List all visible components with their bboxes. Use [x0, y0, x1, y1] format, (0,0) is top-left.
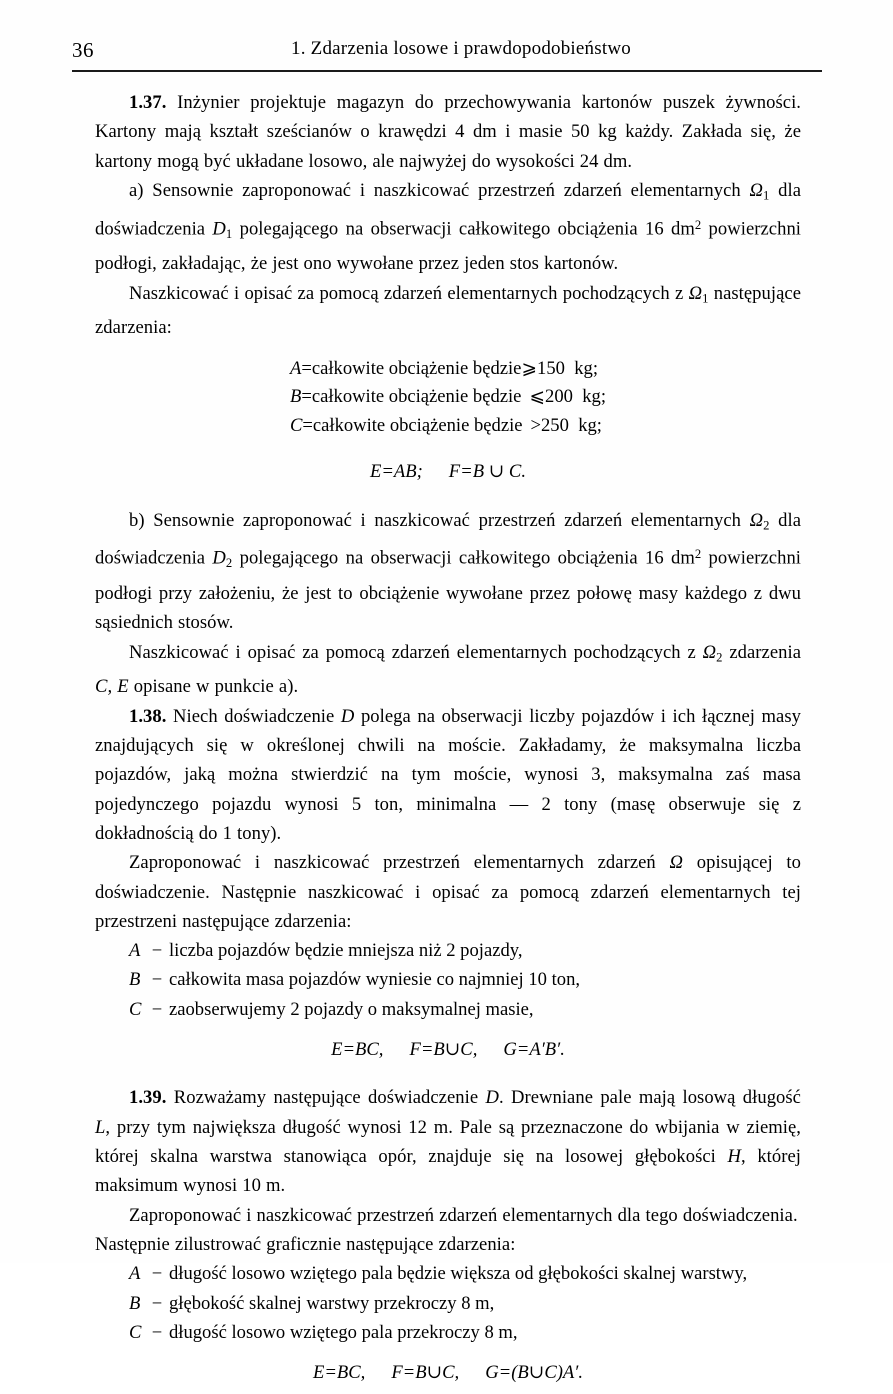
square-exponent: 2: [694, 547, 702, 562]
omega-symbol: Ω: [749, 509, 764, 531]
greater-than-icon: >: [530, 414, 541, 436]
dash-separator: −: [151, 940, 163, 962]
event-label-B: B: [290, 386, 302, 408]
event-description: głębokość skalnej warstwy przekroczy 8 m,: [169, 1292, 495, 1314]
header-divider: [72, 70, 822, 72]
equals-sign: =: [301, 357, 312, 379]
text-run: , której maksimum wynosi 10 m.: [95, 1146, 801, 1197]
event-description: długość losowo wziętego pala będzie większa od głębokości skalnej warstwy,: [169, 1263, 748, 1285]
dash-separator: −: [151, 1321, 163, 1343]
text-run: b) Sensownie zaproponować i naszkicować przestrzeń zdarzeń elementarnych: [129, 509, 750, 531]
experiment-subscript: 2: [225, 556, 233, 571]
event-label: A: [129, 1263, 141, 1285]
greater-equal-icon: ⩾: [521, 357, 538, 379]
formula-139-E: E=BC,: [312, 1362, 366, 1384]
exercise-137-number: 1.37.: [129, 92, 167, 113]
text-run: Naszkicować i opisać za pomocą zdarzeń elementarnych pochodzących z: [129, 282, 689, 304]
exercise-137-part-a-line2: [95, 279, 801, 343]
event-refs: C, E: [95, 676, 129, 698]
less-equal-icon: ⩽: [529, 386, 546, 408]
event-C-text: całkowite obciążenie będzie: [312, 414, 523, 436]
omega-subscript: 2: [716, 650, 723, 665]
formula-137: [95, 458, 801, 487]
omega-symbol: Ω: [702, 641, 717, 663]
omega-subscript: 1: [763, 188, 770, 203]
list-item: [95, 995, 801, 1024]
formula-137-F: F=B ∪ C.: [448, 461, 526, 483]
exercise-139-event-list: [95, 1259, 801, 1347]
event-A-value: 150 kg;: [537, 357, 598, 379]
event-label-C: C: [290, 414, 303, 436]
event-label: A: [129, 940, 141, 962]
formula-138: [95, 1036, 801, 1065]
depth-symbol: H: [727, 1146, 741, 1168]
text-run: a) Sensownie zaproponować i naszkicować przestrzeń zdarzeń elementarnych: [129, 179, 750, 201]
event-label: B: [129, 1292, 141, 1314]
event-label: B: [129, 969, 141, 991]
experiment-symbol: D: [340, 705, 355, 727]
list-item: [95, 1289, 801, 1318]
list-item: [95, 936, 801, 965]
event-definition-B: [290, 383, 606, 412]
formula-139: [95, 1359, 801, 1388]
event-definition-C: [290, 412, 606, 441]
text-run: opisującej to doświadczenie. Następnie naszkicować i opisać za pomocą zdarzeń elementarnych tej przestrzeni następujące zdarzenia:: [95, 852, 801, 932]
event-B-value: 200 kg;: [545, 386, 606, 408]
omega-symbol: Ω: [749, 179, 763, 201]
event-description: długość losowo wziętego pala przekroczy 8 m,: [169, 1321, 518, 1343]
event-definition-A: [290, 355, 606, 384]
experiment-subscript: 1: [225, 226, 233, 241]
list-item: [95, 1318, 801, 1347]
experiment-symbol: D: [212, 218, 226, 240]
text-run: powierzchni podłogi, zakładając, że jest ono wywołane przez jeden stos kartonów.: [95, 218, 802, 275]
event-A-text: całkowite obciążenie będzie: [311, 357, 522, 379]
dash-separator: −: [151, 969, 163, 991]
omega-symbol: Ω: [688, 282, 703, 304]
exercise-139-number: 1.39.: [129, 1087, 167, 1109]
running-head: [72, 38, 820, 68]
event-B-text: całkowite obciążenie będzie: [311, 386, 522, 408]
length-symbol: L: [95, 1116, 106, 1138]
page-content: [95, 88, 801, 1394]
exercise-139-body-line1: Zaproponować i naszkicować przestrzeń zdarzeń elementarnych dla tego doświadczenia.: [129, 1204, 798, 1226]
text-run: dla doświadczenia: [95, 509, 802, 570]
exercise-137-intro: [95, 88, 801, 176]
event-label: C: [129, 1321, 142, 1343]
exercise-138-intro: [95, 702, 801, 848]
text-run: Rozważamy następujące doświadczenie: [173, 1087, 486, 1109]
formula-138-G: G=A′B′.: [503, 1038, 565, 1060]
square-exponent: 2: [694, 217, 702, 232]
list-item: [95, 1259, 801, 1288]
chapter-title: 1. Zdarzenia losowe i prawdopodobieństwo: [291, 38, 631, 59]
omega-symbol: Ω: [669, 852, 684, 874]
formula-137-E: E=AB;: [369, 461, 423, 483]
page-number: 36: [72, 38, 94, 62]
text-run: opisane w punkcie a).: [128, 676, 299, 698]
text-run: polegającego na obserwacji całkowitego obciążenia 16 dm: [232, 548, 695, 570]
exercise-137-part-a-line1: [95, 176, 801, 279]
exercise-139-intro: [95, 1083, 801, 1200]
text-run: Zaproponować i naszkicować przestrzeń elementarnych zdarzeń: [129, 852, 670, 874]
text-run: następujące zdarzenia:: [95, 282, 802, 339]
event-C-value: 250 kg;: [541, 414, 602, 436]
dash-separator: −: [151, 1292, 163, 1314]
exercise-137-part-b-line2: [95, 638, 801, 702]
exercise-138-body: [95, 848, 801, 936]
equals-sign: =: [301, 386, 312, 408]
dash-separator: −: [151, 1263, 163, 1285]
exercise-137-part-b-line1: [95, 506, 801, 638]
event-definitions-137: [95, 355, 801, 441]
experiment-symbol: D: [485, 1087, 499, 1109]
text-run: polegającego na obserwacji całkowitego obciążenia 16 dm: [232, 218, 695, 240]
formula-138-E: E=BC,: [331, 1038, 384, 1060]
exercise-139-body-line2: Następnie zilustrować graficznie następujące zdarzenia:: [95, 1233, 516, 1255]
experiment-symbol: D: [212, 548, 226, 570]
omega-subscript: 1: [702, 291, 709, 306]
exercise-138-event-list: [95, 936, 801, 1024]
exercise-138-number: 1.38.: [129, 705, 167, 727]
list-item: [95, 965, 801, 994]
text-run: dla doświadczenia: [95, 179, 801, 240]
text-run: powierzchni podłogi przy założeniu, że jest to obciążenie wywołane przez połowę masy każdego z dwu sąsiednich stosów.: [95, 548, 802, 634]
text-run: , przy tym największa długość wynosi 12 m. Pale są przeznaczone do wbijania w ziemię, której skalna warstwa stanowiąca opór, znajduje się na losowej głębokości: [95, 1116, 801, 1168]
text-run: Naszkicować i opisać za pomocą zdarzeń elementarnych pochodzących z: [129, 641, 703, 663]
exercise-137-intro-text: Inżynier projektuje magazyn do przechowywania kartonów puszek żywności. Kartony mają kształt sześcianów o krawędzi 4 dm i masie 50 kg każdy. Zakłada się, że kartony mogą być układane losowo, ale najwyżej do wysokości 24 dm.: [95, 92, 801, 172]
text-run: polega na obserwacji liczby pojazdów i ich łącznej masy znajdujących się w określonej chwili na moście. Zakładamy, że maksymalna liczba pojazdów, jaką można stwierdzić na tym moście, wynosi 3, maksymalna zaś masa pojedynczego pojazdu wynosi 5 ton, minimalna — 2 tony (masę obserwuje się z dokładnością do 1 tony).: [95, 705, 801, 844]
text-run: zdarzenia: [722, 641, 802, 663]
formula-138-F: F=B∪C,: [409, 1038, 478, 1060]
formula-139-F: F=B∪C,: [391, 1362, 460, 1384]
event-description: całkowita masa pojazdów wyniesie co najmniej 10 ton,: [169, 969, 581, 991]
omega-subscript: 2: [763, 518, 770, 533]
event-description: liczba pojazdów będzie mniejsza niż 2 pojazdy,: [169, 940, 523, 962]
event-label-A: A: [290, 357, 302, 379]
formula-139-G: G=(B∪C)A′.: [485, 1362, 583, 1384]
dash-separator: −: [151, 998, 163, 1020]
event-label: C: [129, 998, 142, 1020]
equals-sign: =: [302, 414, 313, 436]
event-description: zaobserwujemy 2 pojazdy o maksymalnej masie,: [169, 998, 534, 1020]
text-run: Niech doświadczenie: [173, 705, 341, 727]
text-run: . Drewniane pale mają losową długość: [498, 1087, 801, 1109]
